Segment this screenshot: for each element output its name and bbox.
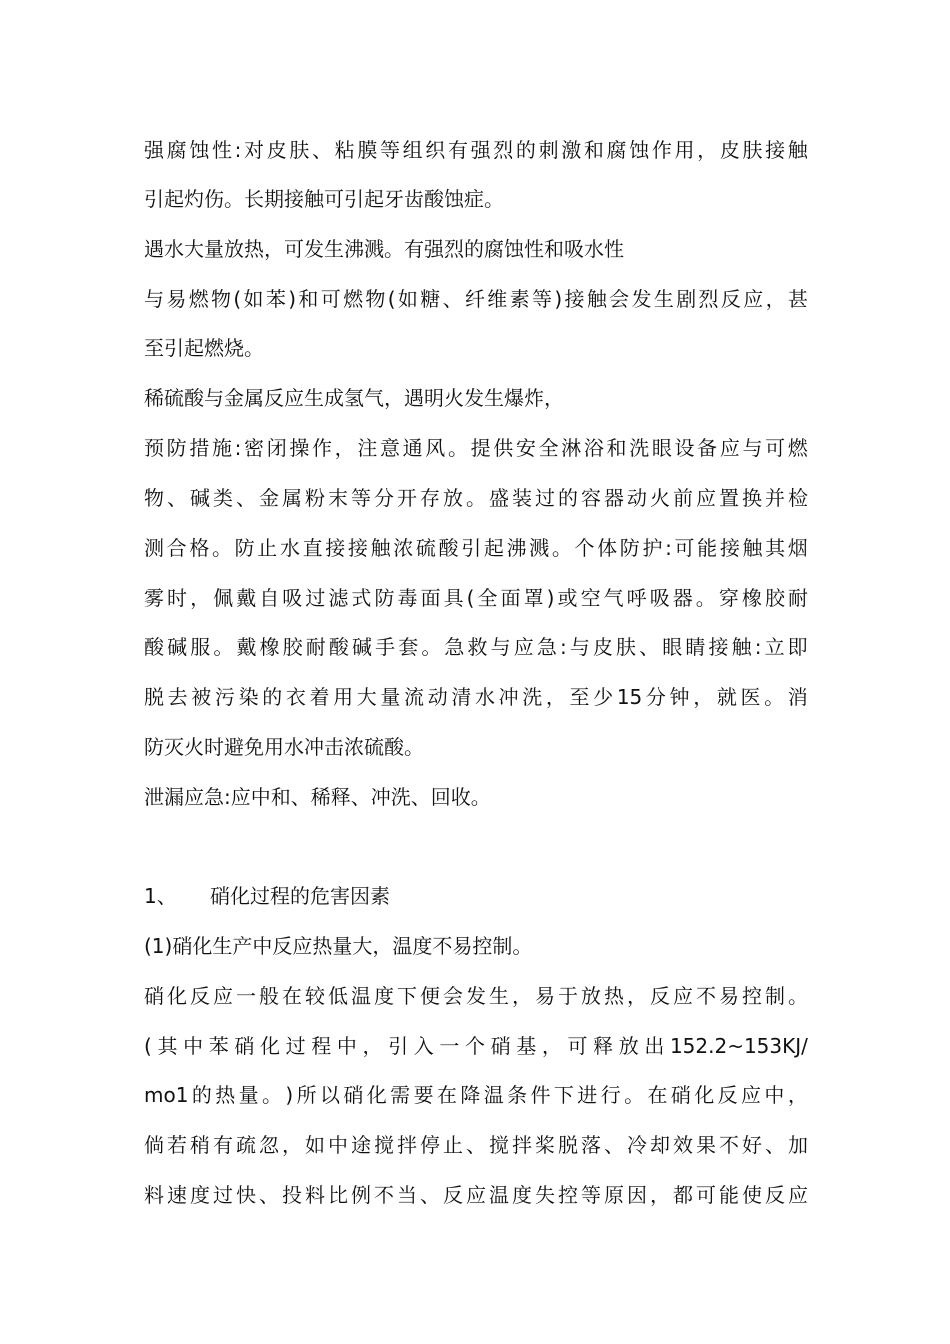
- paragraph-line: 雾 时 ， 佩 戴 自 吸 过 滤 式 防 毒 面 具 ( 全 面 罩 ) 或 空 气 呼 吸 器 。 穿 橡 胶 耐: [144, 586, 808, 610]
- paragraph-line: 酸 碱 服 。 戴 橡 胶 耐 酸 碱 手 套 。 急 救 与 应 急 : 与 皮 肤 、 眼 睛 接 触 : 立 即: [144, 635, 808, 659]
- paragraph-line: 硝 化 反 应 一 般 在 较 低 温 度 下 便 会 发 生 ， 易 于 放 热 ， 反 应 不 易 控 制 。: [144, 984, 808, 1008]
- paragraph-line: 强 腐 蚀 性 : 对 皮 肤 、 粘 膜 等 组 织 有 强 烈 的 刺 激 和 腐 蚀 作 用 ， 皮 肤 接 触: [144, 138, 808, 162]
- section-heading: [144, 883, 808, 909]
- paragraph-line: mo1 的 热 量 。 ) 所 以 硝 化 需 要 在 降 温 条 件 下 进 行 。 在 硝 化 反 应 中 ，: [144, 1083, 808, 1107]
- paragraph-line: (1)硝化生产中反应热量大，温度不易控制。: [144, 934, 533, 958]
- paragraph-line: 至引起燃烧。: [144, 336, 264, 360]
- paragraph-line: 与 易 燃 物 ( 如 苯 ) 和 可 燃 物 ( 如 糖 、 纤 维 素 等 ) 接 触 会 发 生 剧 烈 反 应 ， 甚: [144, 287, 808, 311]
- heading-number: 1、: [144, 884, 177, 908]
- paragraph-line: 料 速 度 过 快 、 投 料 比 例 不 当 、 反 应 温 度 失 控 等 原 因 ， 都 可 能 使 反 应: [144, 1183, 808, 1207]
- paragraph-line: 遇水大量放热，可发生沸溅。有强烈的腐蚀性和吸水性: [144, 237, 624, 261]
- paragraph-line: 脱 去 被 污 染 的 衣 着 用 大 量 流 动 清 水 冲 洗 ， 至 少 15 分 钟 ， 就 医 。 消: [144, 685, 808, 709]
- paragraph-line: 防灭火时避免用水冲击浓硫酸。: [144, 735, 424, 759]
- paragraph-line: 引起灼伤。长期接触可引起牙齿酸蚀症。: [144, 187, 504, 211]
- paragraph-line: 稀硫酸与金属反应生成氢气，遇明火发生爆炸，: [144, 386, 564, 410]
- paragraph-line: 物 、 碱 类 、 金 属 粉 末 等 分 开 存 放 。 盛 装 过 的 容 器 动 火 前 应 置 换 并 检: [144, 486, 808, 510]
- paragraph-line: 泄漏应急:应中和、稀释、冲洗、回收。: [144, 785, 491, 809]
- paragraph-line: 测 合 格 。 防 止 水 直 接 接 触 浓 硫 酸 引 起 沸 溅 。 个 体 防 护 : 可 能 接 触 其 烟: [144, 536, 808, 560]
- paragraph-line: 倘 若 稍 有 疏 忽 ， 如 中 途 搅 拌 停 止 、 搅 拌 桨 脱 落 、 冷 却 效 果 不 好 、 加: [144, 1133, 808, 1157]
- paragraph-line: 预 防 措 施 : 密 闭 操 作 ， 注 意 通 风 。 提 供 安 全 淋 浴 和 洗 眼 设 备 应 与 可 燃: [144, 436, 808, 460]
- heading-title: 硝化过程的危害因素: [210, 884, 390, 908]
- paragraph-line: ( 其 中 苯 硝 化 过 程 中 ， 引 入 一 个 硝 基 ， 可 释 放 出 152.2~153KJ/: [144, 1034, 808, 1058]
